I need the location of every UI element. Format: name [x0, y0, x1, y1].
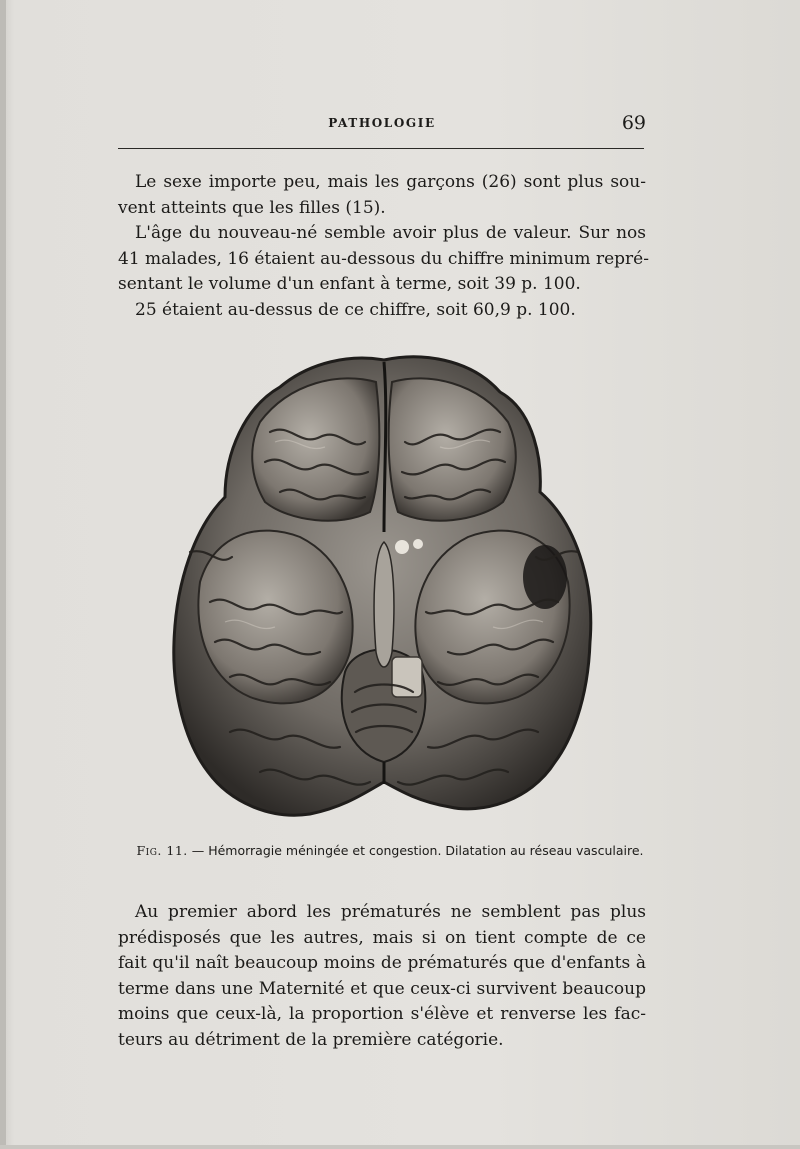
- text-line: fait qu'il naît beaucoup moins de prématurés que d'enfants à: [118, 953, 646, 974]
- page-header: [118, 112, 646, 142]
- figure-caption: [130, 843, 650, 859]
- closing-text: [118, 900, 646, 1054]
- text-line: moins que ceux-là, la proportion s'élève et renverse les fac-: [118, 1004, 646, 1025]
- scan-edge-bottom: [0, 1145, 800, 1149]
- text-line: teurs au détriment de la première catégorie.: [118, 1029, 504, 1050]
- page-number: 69: [621, 112, 646, 134]
- text-line: terme dans une Maternité et que ceux-ci survivent beaucoup: [118, 978, 646, 999]
- scan-edge-left: [0, 0, 6, 1149]
- text-line: sentant le volume d'un enfant à terme, soit 39 p. 100.: [118, 274, 581, 295]
- intro-text: [118, 170, 649, 324]
- text-line: prédisposés que les autres, mais si on tient compte de ce: [118, 927, 646, 948]
- text-line: L'âge du nouveau-né semble avoir plus de valeur. Sur nos: [135, 223, 646, 244]
- running-title: PATHOLOGIE: [328, 116, 436, 130]
- text-line: Au premier abord les prématurés ne semblent pas plus: [135, 902, 646, 922]
- brain-illustration: [170, 352, 598, 822]
- brain-figure-image: [170, 352, 598, 822]
- text-line: vent atteints que les filles (15).: [118, 197, 386, 218]
- text-line: 41 malades, 16 étaient au-dessous du chiffre minimum repré-: [118, 248, 649, 269]
- figure-label: Fig. 11.: [136, 843, 188, 858]
- header-rule: [118, 148, 644, 149]
- text-line: Le sexe importe peu, mais les garçons (26) sont plus sou-: [135, 172, 646, 192]
- text-line: 25 étaient au-dessus de ce chiffre, soit 60,9 p. 100.: [135, 299, 576, 320]
- figure-caption-text: — Hémorragie méningée et congestion. Dilatation au réseau vasculaire.: [191, 843, 644, 858]
